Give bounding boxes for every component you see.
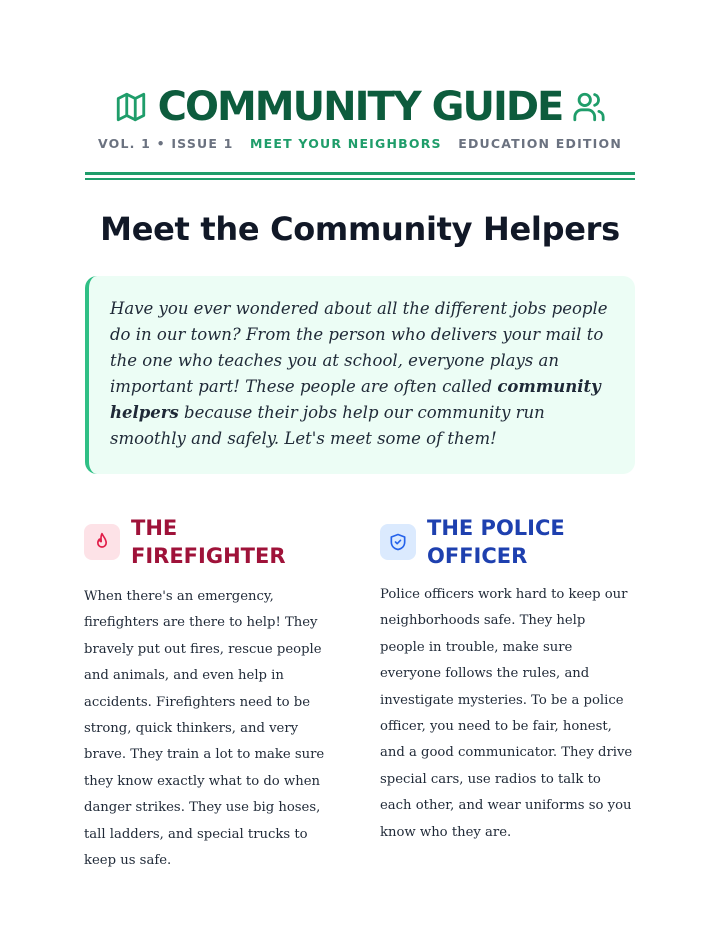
intro-text: Have you ever wondered about all the different jobs people do in our town? From the person who delivers your mail to the one who teaches you at school, everyone plays an important part! These people are often called [110, 299, 608, 396]
masthead-title: COMMUNITY GUIDE [157, 84, 563, 130]
masthead-rule-top [85, 172, 635, 175]
intro-text-end: because their jobs help our community run smoothly and safely. Let's meet some of them! [110, 402, 545, 448]
flame-icon [84, 524, 120, 560]
issue-label: VOL. 1 • ISSUE 1 [98, 136, 234, 151]
firefighter-section [84, 514, 338, 874]
police-section [380, 514, 634, 846]
police-header [380, 514, 634, 570]
tagline: MEET YOUR NEIGHBORS [250, 136, 442, 151]
edition-label: EDUCATION EDITION [458, 136, 622, 151]
firefighter-text: When there's an emergency, firefighters are there to help! They bravely put out fires, rescue people and animals, and even help in accidents. Firefighters need to be strong, quick thinkers, and very brave. They train a lot to make sure they know exactly what to do when danger strikes. They use big hoses, tall ladders, and special trucks to keep us safe. [84, 589, 325, 869]
page-title: Meet the Community Helpers [100, 210, 620, 248]
masthead-meta [85, 136, 635, 151]
intro-callout [85, 276, 635, 474]
shield-check-icon [380, 524, 416, 560]
firefighter-header [84, 514, 338, 570]
firefighter-title: THE FIREFIGHTER [131, 516, 286, 568]
police-text: Police officers work hard to keep our neighborhoods safe. They help people in trouble, make sure everyone follows the rules, and investigate mysteries. To be a police officer, you need to be fair, honest, and a good communicator. They drive special cars, use radios to talk to each other, and wear uniforms so you know who they are. [380, 587, 633, 840]
intro-highlight: community helpers [110, 376, 601, 422]
masthead [85, 84, 635, 151]
users-icon [572, 90, 606, 124]
map-icon [114, 90, 148, 124]
masthead-title-row [85, 84, 635, 130]
masthead-rule-bottom [85, 178, 635, 180]
police-title: THE POLICE OFFICER [427, 516, 565, 568]
